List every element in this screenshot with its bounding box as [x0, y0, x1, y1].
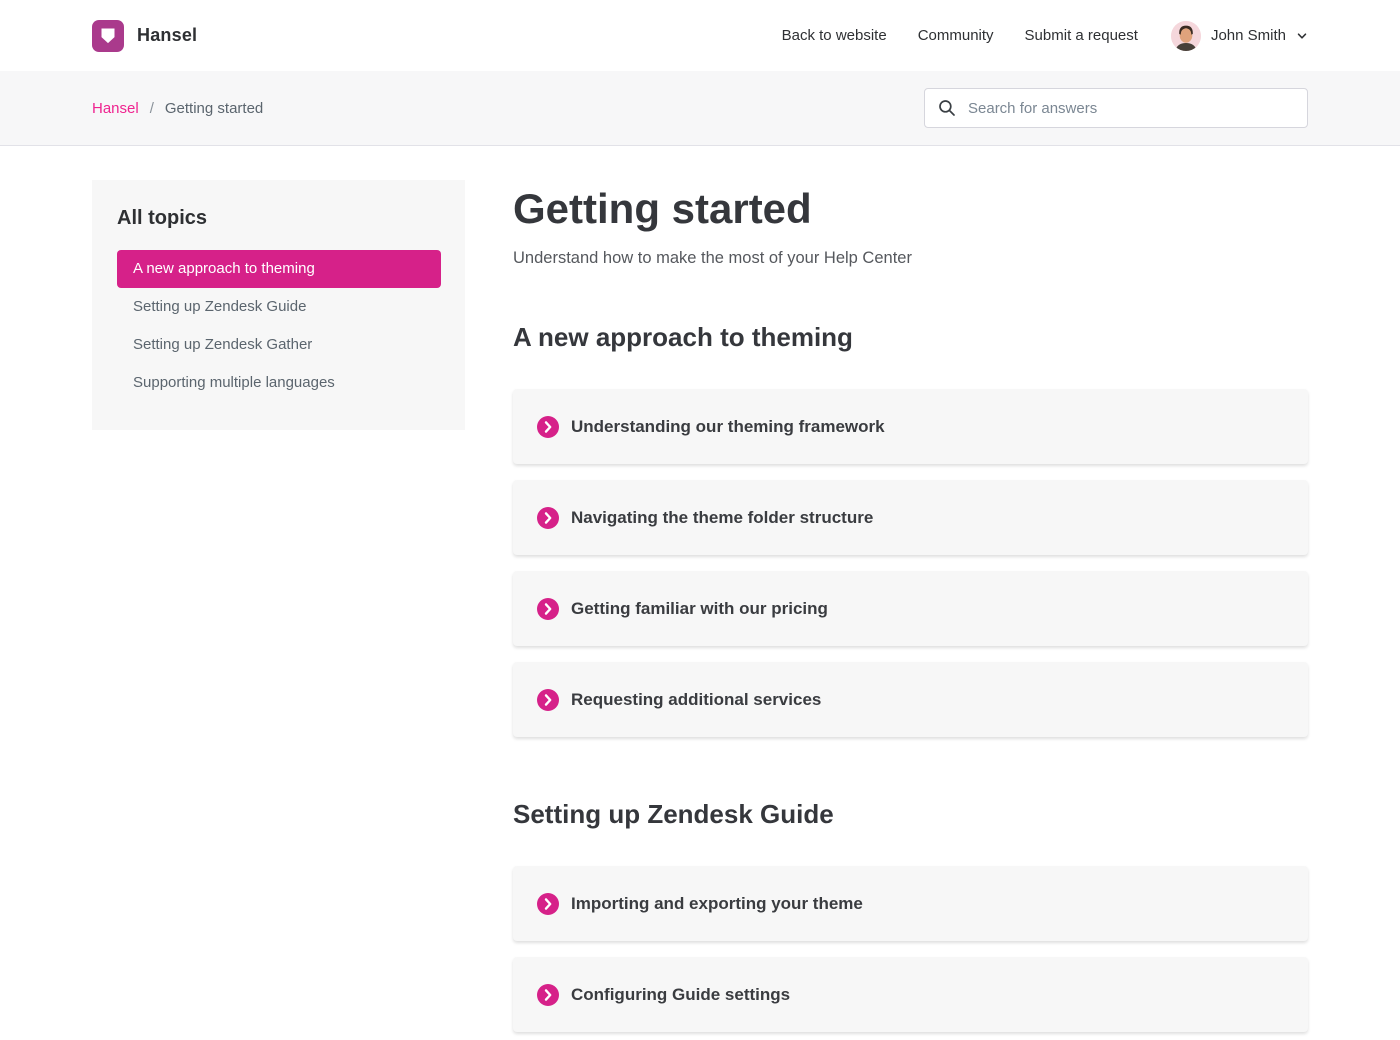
chevron-right-icon: [537, 689, 559, 711]
article-title: Importing and exporting your theme: [571, 893, 863, 913]
chevron-right-icon: [537, 893, 559, 915]
shield-icon: [92, 20, 124, 52]
article-card-understanding-our-theming-framework[interactable]: [513, 389, 1308, 464]
sidebar-item-a-new-approach-to-theming[interactable]: A new approach to theming: [117, 250, 441, 288]
breadcrumb: [92, 100, 263, 117]
page-title: Getting started: [513, 185, 812, 232]
chevron-right-icon: [537, 598, 559, 620]
breadcrumb-separator: /: [149, 99, 154, 117]
article-card-getting-familiar-with-our-pricing[interactable]: [513, 571, 1308, 646]
sidebar-title: All topics: [117, 207, 208, 229]
page-description: Understand how to make the most of your Help Center: [513, 249, 912, 268]
brand-logo-link[interactable]: [92, 20, 197, 52]
section-heading: Setting up Zendesk Guide: [513, 799, 834, 830]
article-card-configuring-guide-settings[interactable]: [513, 957, 1308, 1032]
section-heading: A new approach to theming: [513, 322, 853, 353]
chevron-right-icon: [537, 507, 559, 529]
sidebar-item-setting-up-zendesk-guide[interactable]: Setting up Zendesk Guide: [133, 298, 307, 315]
chevron-right-icon: [537, 416, 559, 438]
search-icon: [938, 99, 956, 117]
user-menu[interactable]: [1171, 21, 1308, 51]
article-card-navigating-the-theme-folder-structure[interactable]: [513, 480, 1308, 555]
article-card-importing-and-exporting-your-theme[interactable]: [513, 866, 1308, 941]
article-list: [513, 866, 1308, 1032]
topics-sidebar: [92, 180, 465, 430]
search-box[interactable]: [924, 88, 1308, 128]
article-title: Configuring Guide settings: [571, 984, 791, 1004]
article-card-requesting-additional-services[interactable]: [513, 662, 1308, 737]
breadcrumb-home-link[interactable]: Hansel: [92, 99, 139, 117]
article-list: [513, 389, 1308, 737]
sidebar-item-setting-up-zendesk-gather[interactable]: Setting up Zendesk Gather: [133, 336, 313, 353]
article-title: Understanding our theming framework: [571, 416, 885, 436]
section-setting-up-zendesk-guide: [513, 799, 1308, 1032]
site-header: [0, 0, 1400, 71]
main-column: [513, 180, 1308, 1040]
section-a-new-approach-to-theming: [513, 322, 1308, 737]
chevron-down-icon: [1296, 30, 1308, 42]
article-title: Navigating the theme folder structure: [571, 507, 874, 527]
header-nav: [782, 21, 1308, 51]
nav-submit-request[interactable]: Submit a request: [1024, 27, 1138, 44]
sidebar-item-supporting-multiple-languages[interactable]: Supporting multiple languages: [133, 374, 335, 391]
chevron-right-icon: [537, 984, 559, 1006]
nav-community[interactable]: Community: [917, 27, 994, 44]
nav-back-to-website[interactable]: Back to website: [781, 27, 887, 44]
article-title: Getting familiar with our pricing: [571, 598, 828, 618]
content: [92, 180, 1308, 1040]
breadcrumb-bar: [0, 71, 1400, 146]
brand-name: Hansel: [137, 25, 198, 45]
user-avatar: [1171, 21, 1201, 51]
search-input[interactable]: [966, 99, 1294, 118]
article-title: Requesting additional services: [571, 689, 822, 709]
user-name: John Smith: [1210, 27, 1286, 44]
breadcrumb-current: Getting started: [164, 99, 264, 117]
